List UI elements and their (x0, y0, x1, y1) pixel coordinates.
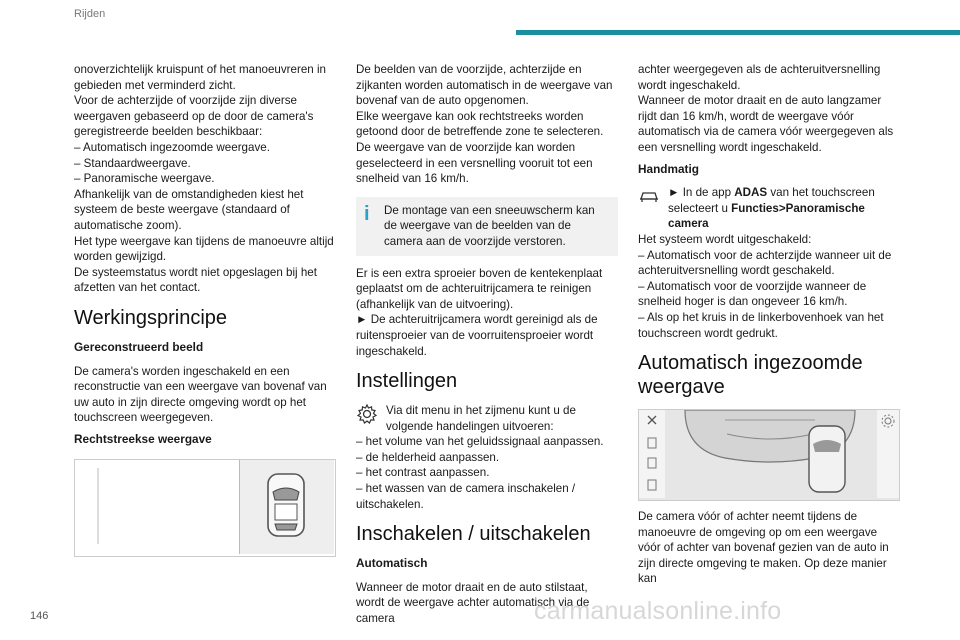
list-item: – Als op het kruis in de linkerbovenhoek van het touchscreen wordt gedrukt. (638, 310, 884, 340)
paragraph: Het type weergave kan tijdens de manoeuvre altijd worden gewijzigd. (74, 234, 334, 264)
list-item: – Panoramische weergave. (74, 172, 215, 186)
subheading-rechtstreekse: Rechtstreekse weergave (74, 431, 212, 446)
page-number: 146 (30, 610, 49, 622)
gear-icon (877, 410, 899, 432)
heading-inschakelen: Inschakelen / uitschakelen (356, 523, 591, 546)
paragraph: Er is een extra sproeier boven de kentekenplaat geplaatst om de achteruitrijcamera te reinigen (afhankelijk van de uitvoering). (356, 266, 603, 311)
watermark: carmanualsonline.info (534, 597, 782, 625)
column-2 (356, 62, 618, 627)
list-item: – Automatisch ingezoomde weergave. (74, 140, 270, 154)
zoomed-view-figure (638, 409, 900, 501)
paragraph: De beelden van de voorzijde, achterzijde en zijkanten worden automatisch in de weergave van bovenaf van de auto opgenomen. (356, 63, 613, 108)
paragraph: De weergave van de voorzijde kan worden geselecteerd in een versnelling vooruit tot een snelheid van 16 km/h. (356, 140, 593, 186)
paragraph: Wanneer de motor draait en de auto stilstaat, wordt de weergave achter automatisch via de camera (356, 580, 590, 626)
paragraph: ► In de app ADAS van het touchscreen selecteert u Functies>Panoramische camera (668, 186, 875, 231)
car-icon (638, 185, 660, 207)
list-item: – de helderheid aanpassen. (356, 450, 500, 464)
heading-automatisch-ingezoomd: Automatisch ingezoomde weergave (638, 352, 863, 399)
note-text: De montage van een sneeuwscherm kan de weergave van de beelden van de camera aan de voorzijde verstoren. (384, 203, 595, 248)
list-item: – Automatisch voor de voorzijde wanneer de snelheid hoger is dan ongeveer 16 km/h. (638, 279, 867, 309)
header-accent-bar (516, 30, 960, 35)
list-item: – Automatisch voor de achterzijde wanneer uit de achteruitversnelling wordt geschakeld. (638, 248, 892, 278)
paragraph: Elke weergave kan ook rechtstreeks worden getoond door de betreffende zone te selecteren. (356, 109, 604, 139)
car-topview-icon (240, 460, 334, 554)
paragraph: De systeemstatus wordt niet opgeslagen bij het afzetten van het contact. (74, 265, 317, 295)
close-icon (639, 410, 665, 498)
paragraph: Wanneer de motor draait en de auto langzamer rijdt dan 16 km/h, wordt de weergave vóór automatisch via de camera vóór weergegeven als een versnelling wordt ingeschakeld. (638, 94, 894, 154)
paragraph: Afhankelijk van de omstandigheden kiest het systeem de beste weergave (standaard of automatische zoom). (74, 187, 304, 232)
heading-instellingen: Instellingen (356, 370, 458, 393)
paragraph: De camera's worden ingeschakeld en een reconstructie van een weergave van bovenaf van uw auto in zijn directe omgeving wordt op het touchscreen weergegeven. (74, 364, 327, 425)
settings-row (356, 403, 618, 434)
paragraph: achter weergegeven als de achteruitversnelling wordt ingeschakeld. (638, 63, 881, 92)
list-item: – het volume van het geluidssignaal aanpassen. (356, 435, 604, 449)
column-3 (638, 62, 900, 587)
paragraph: Voor de achterzijde of voorzijde zijn diverse weergaven gebaseerd op de door de camera's geregistreerde beelden beschikbaar: (74, 94, 314, 139)
camera-view-figure (74, 459, 336, 557)
paragraph: De camera vóór of achter neemt tijdens de manoeuvre de omgeving op om een weergave vóór of achter van bovenaf gezien van de auto in zijn directe omgeving te maken. Op deze manier kan (638, 510, 889, 586)
gear-icon (356, 403, 378, 425)
manual-row (638, 185, 900, 232)
paragraph: Het systeem wordt uitgeschakeld: (638, 232, 812, 246)
header-section: Rijden (74, 8, 106, 20)
subheading-automatisch: Automatisch (356, 556, 428, 571)
figure-right-menu (877, 410, 899, 498)
info-icon: i (364, 202, 370, 225)
rear-camera-panel (239, 460, 334, 554)
heading-werkingsprincipe: Werkingsprincipe (74, 306, 228, 329)
list-item: – het wassen van de camera inschakelen / uitschakelen. (356, 482, 576, 511)
paragraph: onoverzichtelijk kruispunt of het manoeuvreren in gebieden met verminderd zicht. (74, 63, 326, 92)
info-note (356, 197, 618, 256)
paragraph: Via dit menu in het zijmenu kunt u de volgende handelingen uitvoeren: (386, 404, 576, 433)
list-item: – Standaardweergave. (74, 156, 191, 170)
subheading-handmatig: Handmatig (638, 161, 699, 176)
figure-strip (97, 468, 99, 544)
subheading-gereconstrueerd: Gereconstrueerd beeld (74, 339, 204, 354)
column-1 (74, 62, 336, 557)
paragraph: ► De achteruitrijcamera wordt gereinigd als de ruitensproeier van de voorruitensproeier wordt ingeschakeld. (356, 313, 598, 358)
zoomed-car-image (665, 410, 875, 498)
figure-left-menu (639, 410, 665, 498)
list-item: – het contrast aanpassen. (356, 466, 490, 480)
